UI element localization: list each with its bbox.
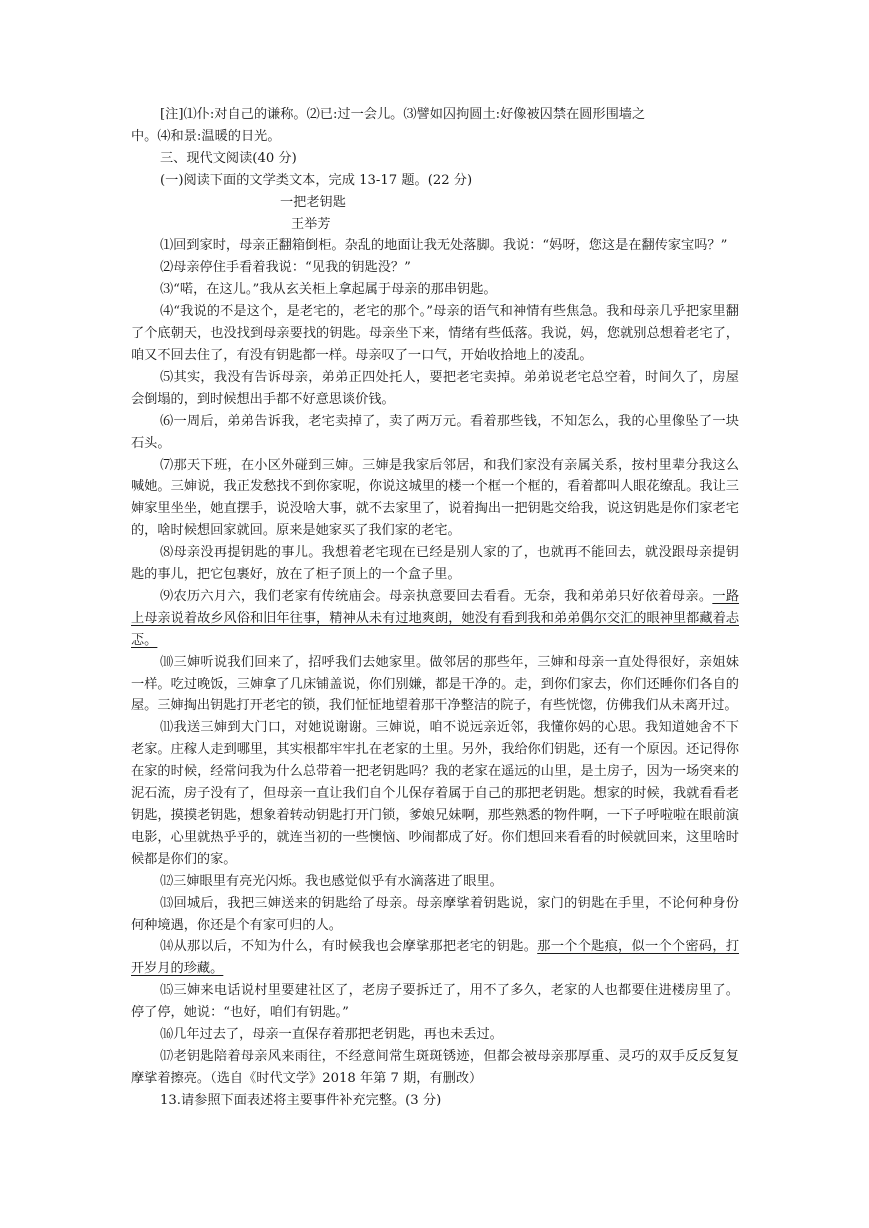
paragraph-1: ⑴回到家时，母亲正翻箱倒柜。杂乱的地面让我无处落脚。我说：“妈呀，您这是在翻传家宝吗？” <box>160 238 728 254</box>
annotation-note-line-2: 中。⑷和景:温暖的日光。 <box>131 128 281 144</box>
page-content <box>131 104 739 1112</box>
paragraph-4: ⑷“我说的不是这个，是老宅的，老宅的那个。”母亲的语气和神情有些焦急。我和母亲几乎把家里翻了个底朝天，也没找到母亲要找的钥匙。母亲坐下来，情绪有些低落。我说，妈，您就别总想着老宅了，咱又不回去住了，有没有钥匙都一样。母亲叹了一口气，开始收拾地上的凌乱。 <box>131 304 739 363</box>
paragraph-9-text: ⑼农历六月六，我们老家有传统庙会。母亲执意要回去看看。无奈，我和弟弟只好依着母亲。 <box>160 588 713 604</box>
annotation-note-line-1: [注]⑴仆:对自己的谦称。⑵已:过一会儿。⑶譬如囚拘圆土:好像被囚禁在圆形围墙之 <box>160 107 646 122</box>
story-author: 王举芳 <box>291 216 331 232</box>
paragraph-14 <box>131 936 739 980</box>
question-intro: (一)阅读下面的文学类文本，完成 13-17 题。(22 分) <box>160 172 473 188</box>
paragraph-13: ⒀回城后，我把三婶送来的钥匙给了母亲。母亲摩挲着钥匙说，家门的钥匙在手里，不论何种身份何种境遇，你还是个有家可归的人。 <box>131 895 739 933</box>
paragraph-5: ⑸其实，我没有告诉母亲，弟弟正四处托人，要把老宅卖掉。弟弟说老宅总空着，时间久了，房屋会倒塌的，到时候想出手都不好意思谈价钱。 <box>131 369 739 407</box>
section-heading: 三、现代文阅读(40 分) <box>160 150 297 166</box>
question-13: 13.请参照下面表述将主要事件补充完整。(3 分) <box>160 1092 442 1108</box>
paragraph-14-text: ⒁从那以后，不知为什么，有时候我也会摩挲那把老宅的钥匙。 <box>160 939 538 955</box>
paragraph-9-underlined-sentence: 一路上母亲说着故乡风俗和旧年往事，精神从未有过地爽朗，她没有看到我和弟弟偶尔交汇的眼神里都藏着忐忑。 <box>131 588 740 648</box>
paragraph-12: ⑿三婶眼里有亮光闪烁。我也感觉似乎有水滴落进了眼里。 <box>160 873 503 889</box>
paragraph-3: ⑶“喏，在这儿。”我从玄关柜上拿起属于母亲的那串钥匙。 <box>160 282 497 298</box>
story-title: 一把老钥匙 <box>280 194 346 210</box>
paragraph-9 <box>131 586 739 652</box>
paragraph-10: ⑽三婶听说我们回来了，招呼我们去她家里。做邻居的那些年，三婶和母亲一直处得很好，亲姐妹一样。吃过晚饭，三婶拿了几床铺盖说，你们别嫌，都是干净的。走，到你们家去，你们还睡你们各自的屋。三婶掏出钥匙打开老宅的锁，我们怔怔地望着那干净整洁的院子，有些恍惚，仿佛我们从未离开过。 <box>131 654 739 714</box>
paragraph-2: ⑵母亲停住手看着我说：“见我的钥匙没？” <box>160 260 411 276</box>
paragraph-16: ⒃几年过去了，母亲一直保存着那把老钥匙，再也未丢过。 <box>160 1027 503 1043</box>
paragraph-14-underlined-sentence: 那一个个匙痕，似一个个密码，打开岁月的珍藏。 <box>131 939 740 977</box>
paragraph-6: ⑹一周后，弟弟告诉我，老宅卖掉了，卖了两万元。看着那些钱，不知怎么，我的心里像坠了一块石头。 <box>131 413 739 451</box>
paragraph-15: ⒂三婶来电话说村里要建社区了，老房子要拆迁了，用不了多久，老家的人也都要住进楼房里了。停了停，她说：“也好，咱们有钥匙。” <box>131 983 739 1021</box>
paragraph-11: ⑾我送三婶到大门口，对她说谢谢。三婶说，咱不说远亲近邻，我懂你妈的心思。我知道她舍不下老家。庄稼人走到哪里，其实根都牢牢扎在老家的土里。另外，我给你们钥匙，还有一个原因。还记得你在家的时候，经常问我为什么总带着一把老钥匙吗？我的老家在遥远的山里，是土房子，因为一场突来的泥石流，房子没有了，但母亲一直让我们自个儿保存着属于自己的那把老钥匙。想家的时候，我就看看老钥匙，摸摸老钥匙，想象着转动钥匙打开门锁，爹娘兄妹啊，那些熟悉的物件啊，一下子呼啦啦在眼前演电影，心里就热乎乎的，就连当初的一些懊恼、吵闹都成了好。你们想回来看看的时候就回来，这里啥时候都是你们的家。 <box>131 720 739 867</box>
paragraph-8: ⑻母亲没再提钥匙的事儿。我想着老宅现在已经是别人家的了，也就再不能回去，就没跟母亲提钥匙的事儿，把它包裹好，放在了柜子顶上的一个盒子里。 <box>131 545 739 583</box>
paragraph-7: ⑺那天下班，在小区外碰到三婶。三婶是我家后邻居，和我们家没有亲属关系，按村里辈分我这么喊她。三婶说，我正发愁找不到你家呢，你说这城里的楼一个框一个框的，看着都叫人眼花缭乱。我让三婶家里坐坐，她直摆手，说没啥大事，就不去家里了，说着掏出一把钥匙交给我，说这钥匙是你们家老宅的，啥时候想回家就回。原来是她家买了我们家的老宅。 <box>131 457 739 539</box>
paragraph-17: ⒄老钥匙陪着母亲风来雨往，不经意间常生斑斑锈迹，但都会被母亲那厚重、灵巧的双手反反复复摩挲着擦亮。（选自《时代文学》2018 年第 7 期，有删改） <box>131 1048 739 1086</box>
